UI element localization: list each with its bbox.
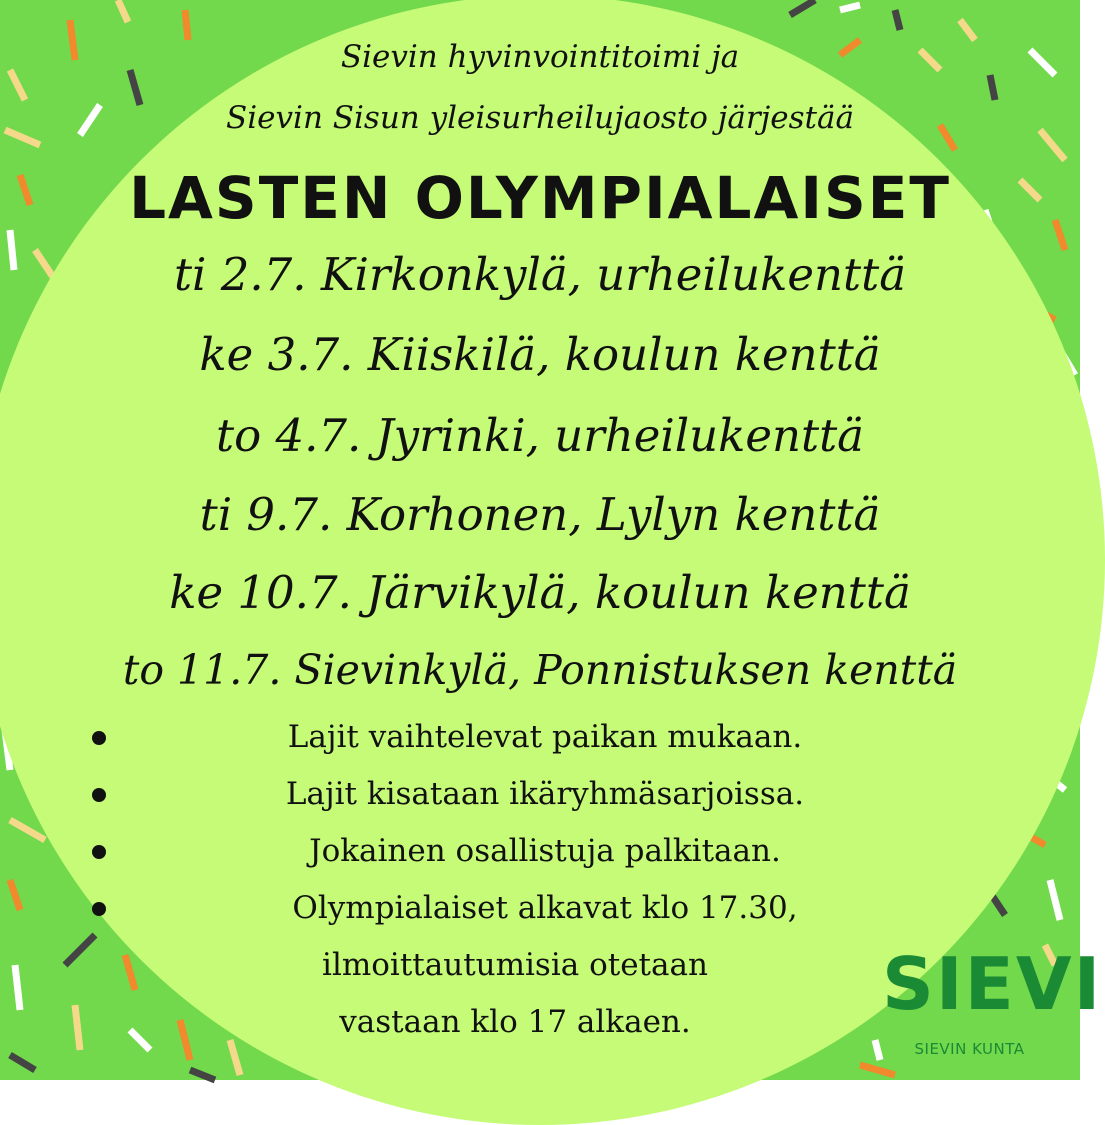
bullet-dot xyxy=(92,731,106,745)
info-bullet-1: Lajit vaihtelevat paikan mukaan. xyxy=(287,719,803,755)
info-bullet-2: Lajit kisataan ikäryhmäsarjoissa. xyxy=(285,776,805,812)
organizer-line-1: Sievin hyvinvointitoimi ja xyxy=(340,39,740,75)
logo-subtitle: SIEVIN KUNTA xyxy=(914,1040,1025,1058)
event-date-6: to 11.7. Sievinkylä, Ponnistuksen kenttä xyxy=(122,646,958,694)
info-bullet-4-continuation-1: ilmoittautumisia otetaan xyxy=(322,947,708,983)
event-date-5: ke 10.7. Järvikylä, koulun kenttä xyxy=(169,566,911,619)
info-bullet-4-continuation-2: vastaan klo 17 alkaen. xyxy=(339,1004,691,1040)
event-date-1: ti 2.7. Kirkonkylä, urheilukenttä xyxy=(173,248,907,301)
logo-wordmark: SIEVI xyxy=(882,942,1103,1026)
bullet-dot xyxy=(92,845,106,859)
event-title: LASTEN OLYMPIALAISET xyxy=(129,164,951,232)
info-bullet-4: Olympialaiset alkavat klo 17.30, xyxy=(292,890,798,926)
info-bullet-3: Jokainen osallistuja palkitaan. xyxy=(309,833,781,869)
organizer-line-2: Sievin Sisun yleisurheilujaosto järjestää xyxy=(226,100,854,136)
event-date-2: ke 3.7. Kiiskilä, koulun kenttä xyxy=(199,328,881,381)
event-date-3: to 4.7. Jyrinki, urheilukenttä xyxy=(215,409,865,462)
sievi-logo xyxy=(882,942,1103,1060)
bullet-dot xyxy=(92,788,106,802)
event-date-4: ti 9.7. Korhonen, Lylyn kenttä xyxy=(199,488,881,541)
bullet-dot xyxy=(92,902,106,916)
